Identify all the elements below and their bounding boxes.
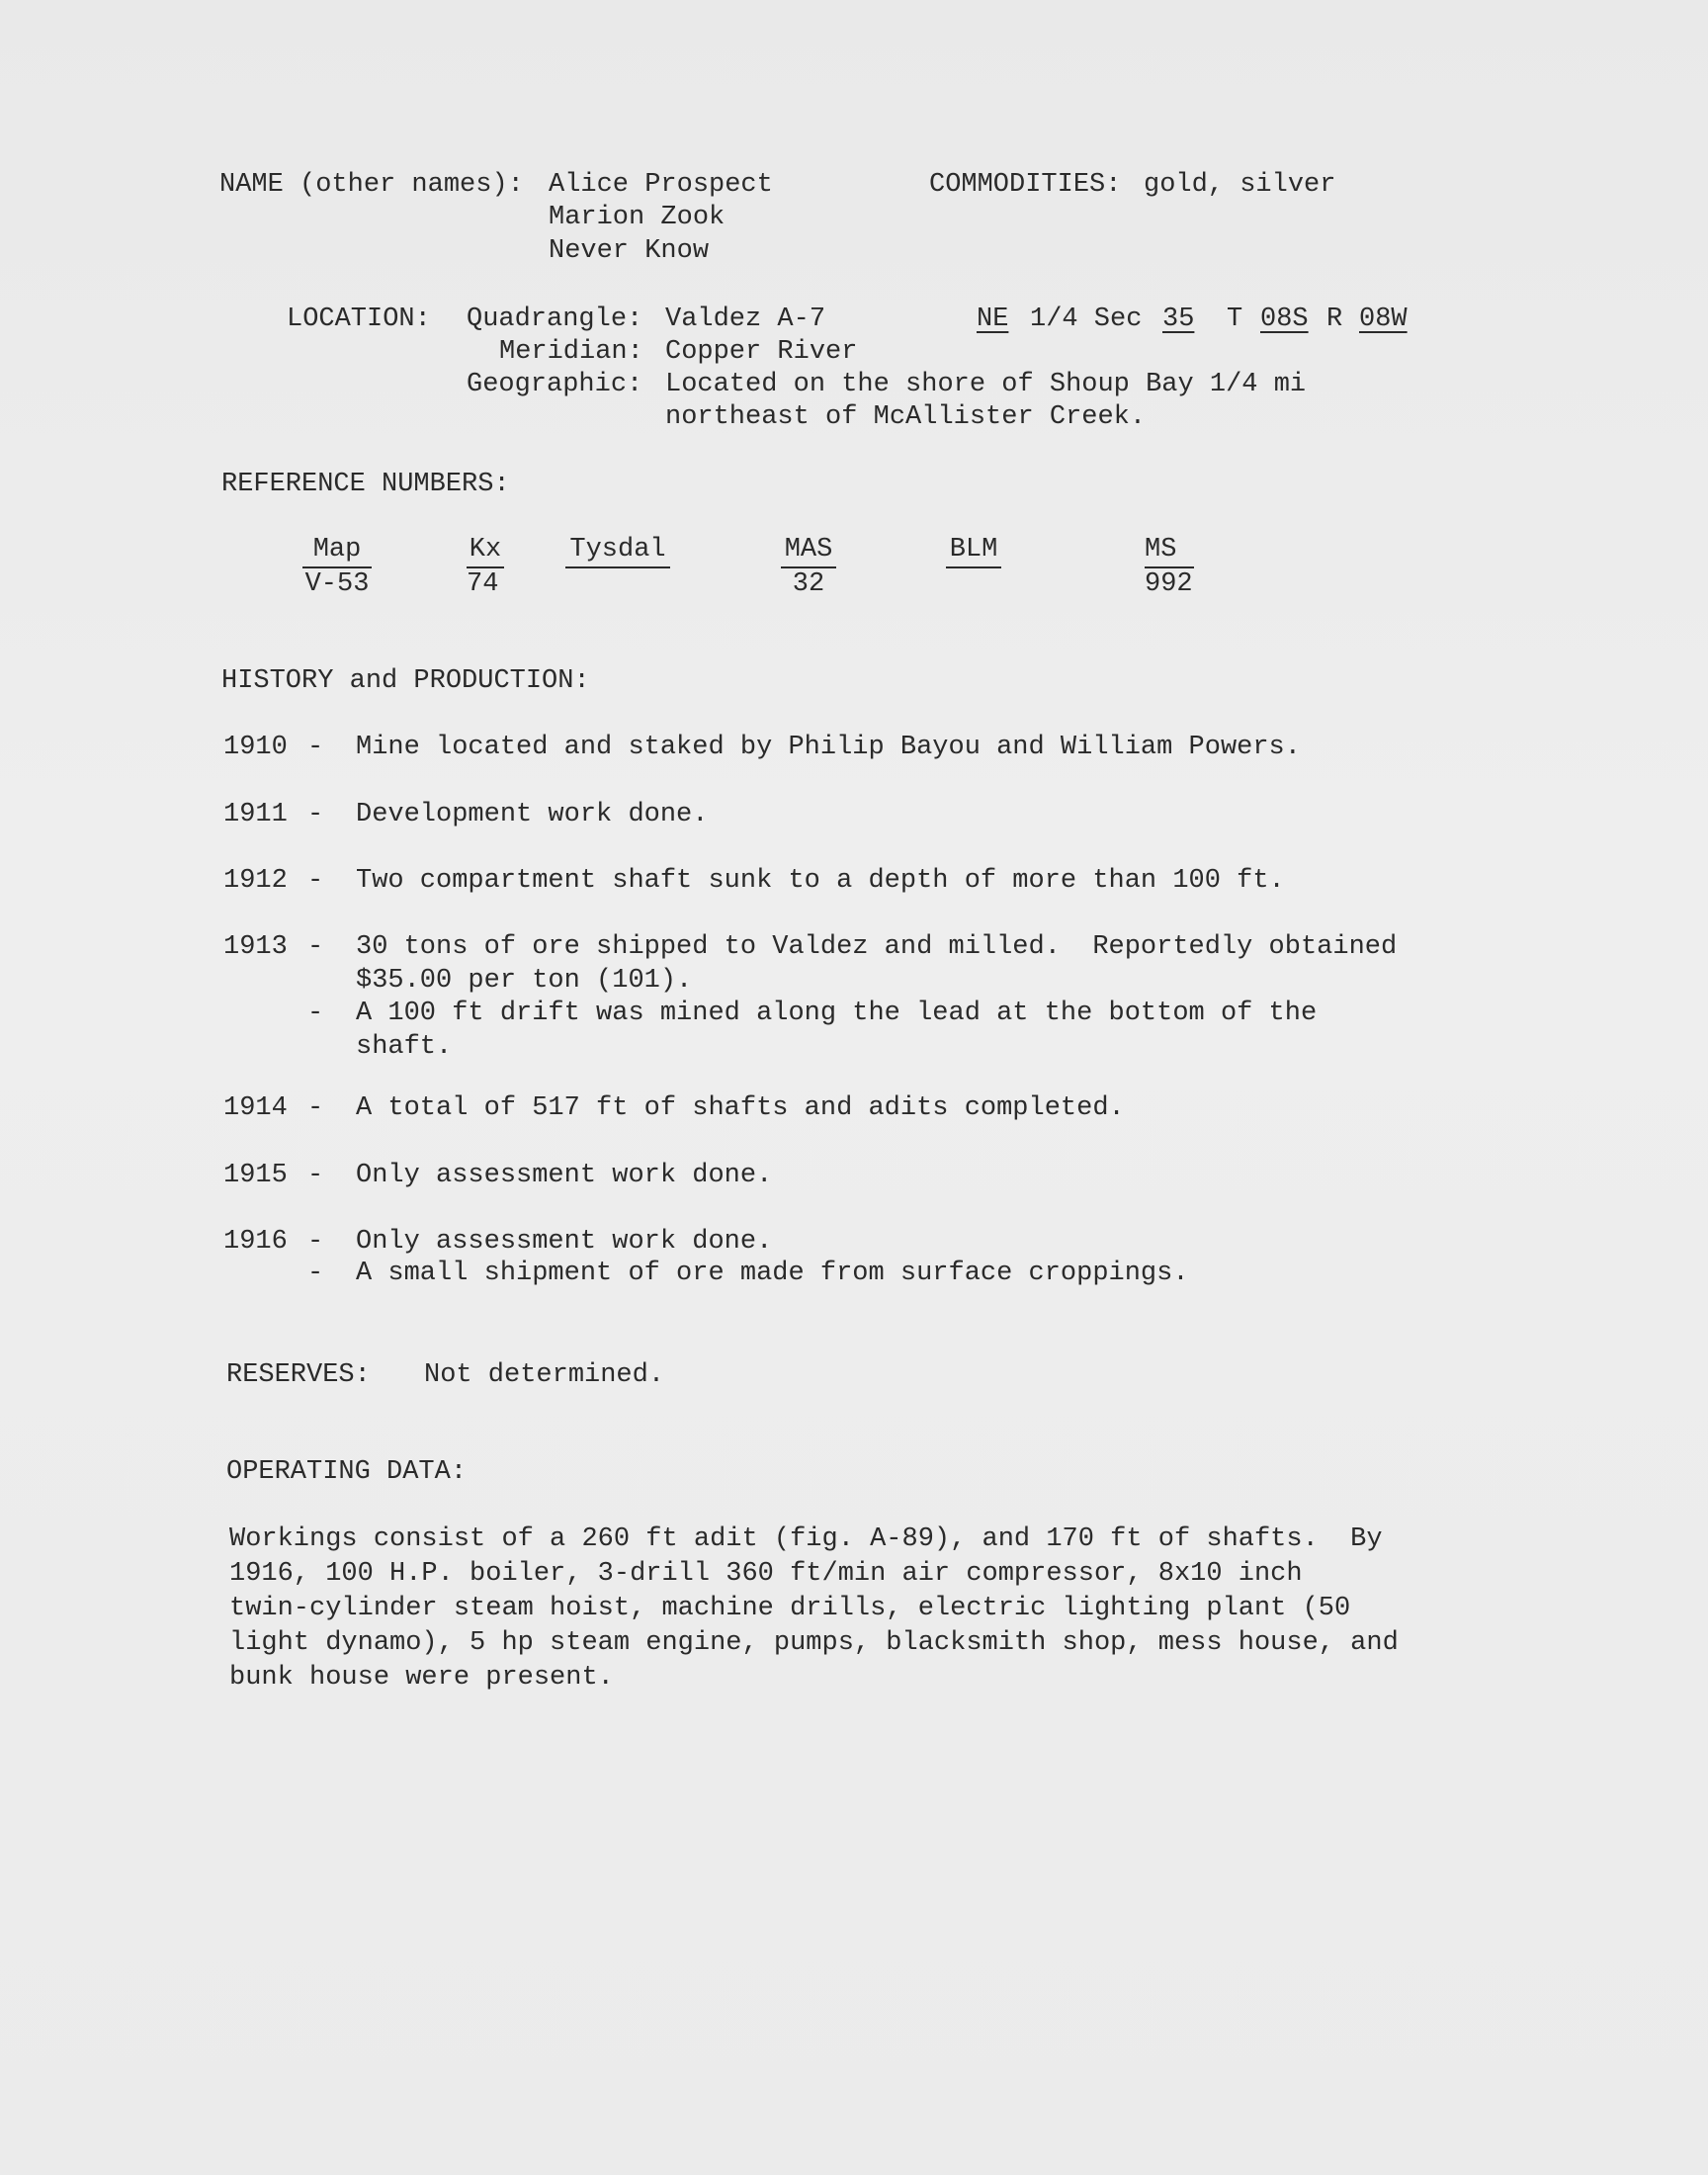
history-dash: - bbox=[307, 1093, 324, 1123]
geographic-label: Geographic: bbox=[467, 370, 643, 399]
ref-tysdal-name: Tysdal bbox=[565, 537, 670, 568]
history-text-1916: Only assessment work done. bbox=[356, 1227, 773, 1257]
name-label: NAME (other names): bbox=[219, 170, 524, 200]
range-label: R bbox=[1326, 304, 1343, 334]
quadrangle-value: Valdez A-7 bbox=[665, 304, 826, 334]
ref-blm bbox=[946, 537, 1001, 598]
history-dash: - bbox=[307, 999, 324, 1028]
commodities-value: gold, silver bbox=[1144, 170, 1336, 200]
history-text-1913-line-1: 30 tons of ore shipped to Valdez and milled. Reportedly obtained bbox=[356, 932, 1398, 962]
ref-kx-name: Kx bbox=[467, 537, 504, 568]
ref-map-name: Map bbox=[302, 537, 372, 568]
history-dash: - bbox=[307, 733, 324, 762]
ref-ms-value: 992 bbox=[1145, 569, 1193, 599]
history-text-1914: A total of 517 ft of shafts and adits completed. bbox=[356, 1093, 1125, 1123]
ref-mas bbox=[781, 537, 836, 598]
history-sub-1916: A small shipment of ore made from surface croppings. bbox=[356, 1259, 1189, 1288]
history-dash: - bbox=[307, 1227, 324, 1257]
history-year-1916: 1916 bbox=[223, 1227, 288, 1257]
operating-line-2: 1916, 100 H.P. boiler, 3-drill 360 ft/min air compressor, 8x10 inch bbox=[229, 1559, 1303, 1589]
quadrangle-label: Quadrangle: bbox=[467, 304, 643, 334]
quarter-text: 1/4 Sec bbox=[1030, 304, 1143, 334]
township-value: 08S bbox=[1260, 304, 1309, 334]
history-year-1910: 1910 bbox=[223, 733, 288, 762]
ref-kx bbox=[467, 537, 504, 598]
reference-numbers-label: REFERENCE NUMBERS: bbox=[221, 470, 510, 499]
history-label: HISTORY and PRODUCTION: bbox=[221, 666, 590, 696]
operating-line-1: Workings consist of a 260 ft adit (fig. A-89), and 170 ft of shafts. By bbox=[229, 1524, 1383, 1554]
ref-blm-value bbox=[946, 568, 1001, 598]
history-text-1912: Two compartment shaft sunk to a depth of more than 100 ft. bbox=[356, 866, 1285, 896]
history-year-1915: 1915 bbox=[223, 1161, 288, 1190]
ref-mas-name: MAS bbox=[781, 537, 836, 568]
name-other-1: Marion Zook bbox=[549, 203, 726, 232]
section-number: 35 bbox=[1162, 304, 1195, 334]
ref-map-value: V-53 bbox=[304, 569, 370, 599]
operating-label: OPERATING DATA: bbox=[226, 1457, 468, 1487]
name-other-2: Never Know bbox=[549, 236, 710, 266]
geographic-line-1: Located on the shore of Shoup Bay 1/4 mi bbox=[665, 370, 1307, 399]
township-label: T bbox=[1227, 304, 1243, 334]
history-dash: - bbox=[307, 1161, 324, 1190]
meridian-label: Meridian: bbox=[499, 337, 643, 367]
history-text-1913-line-2: $35.00 per ton (101). bbox=[356, 966, 693, 996]
ref-tysdal bbox=[565, 537, 670, 598]
range-value: 08W bbox=[1359, 304, 1408, 334]
reserves-value: Not determined. bbox=[424, 1360, 665, 1390]
history-sub-1913-line-1: A 100 ft drift was mined along the lead at the bottom of the bbox=[356, 999, 1318, 1028]
commodities-label: COMMODITIES: bbox=[929, 170, 1122, 200]
meridian-value: Copper River bbox=[665, 337, 858, 367]
history-text-1910: Mine located and staked by Philip Bayou and William Powers. bbox=[356, 733, 1301, 762]
history-dash: - bbox=[307, 866, 324, 896]
geographic-line-2: northeast of McAllister Creek. bbox=[665, 402, 1147, 432]
history-sub-1913-line-2: shaft. bbox=[356, 1032, 453, 1062]
history-text-1911: Development work done. bbox=[356, 800, 709, 829]
ref-blm-name: BLM bbox=[946, 537, 1001, 568]
history-dash: - bbox=[307, 932, 324, 962]
ref-ms-name: MS bbox=[1145, 537, 1194, 568]
operating-line-3: twin-cylinder steam hoist, machine drills, electric lighting plant (50 bbox=[229, 1594, 1351, 1623]
operating-line-4: light dynamo), 5 hp steam engine, pumps, blacksmith shop, mess house, and bbox=[229, 1628, 1399, 1658]
ref-map bbox=[302, 537, 372, 598]
history-year-1913: 1913 bbox=[223, 932, 288, 962]
history-year-1911: 1911 bbox=[223, 800, 288, 829]
history-dash: - bbox=[307, 1259, 324, 1288]
history-text-1915: Only assessment work done. bbox=[356, 1161, 773, 1190]
ref-mas-value: 32 bbox=[792, 569, 825, 599]
name-primary: Alice Prospect bbox=[549, 170, 773, 200]
history-year-1912: 1912 bbox=[223, 866, 288, 896]
operating-line-5: bunk house were present. bbox=[229, 1663, 614, 1693]
location-label: LOCATION: bbox=[287, 304, 431, 334]
reserves-label: RESERVES: bbox=[226, 1360, 371, 1390]
ref-tysdal-value bbox=[565, 568, 670, 598]
history-year-1914: 1914 bbox=[223, 1093, 288, 1123]
quarter-section: NE bbox=[977, 304, 1009, 334]
history-dash: - bbox=[307, 800, 324, 829]
ref-ms bbox=[1145, 537, 1194, 598]
ref-kx-value: 74 bbox=[467, 569, 499, 599]
